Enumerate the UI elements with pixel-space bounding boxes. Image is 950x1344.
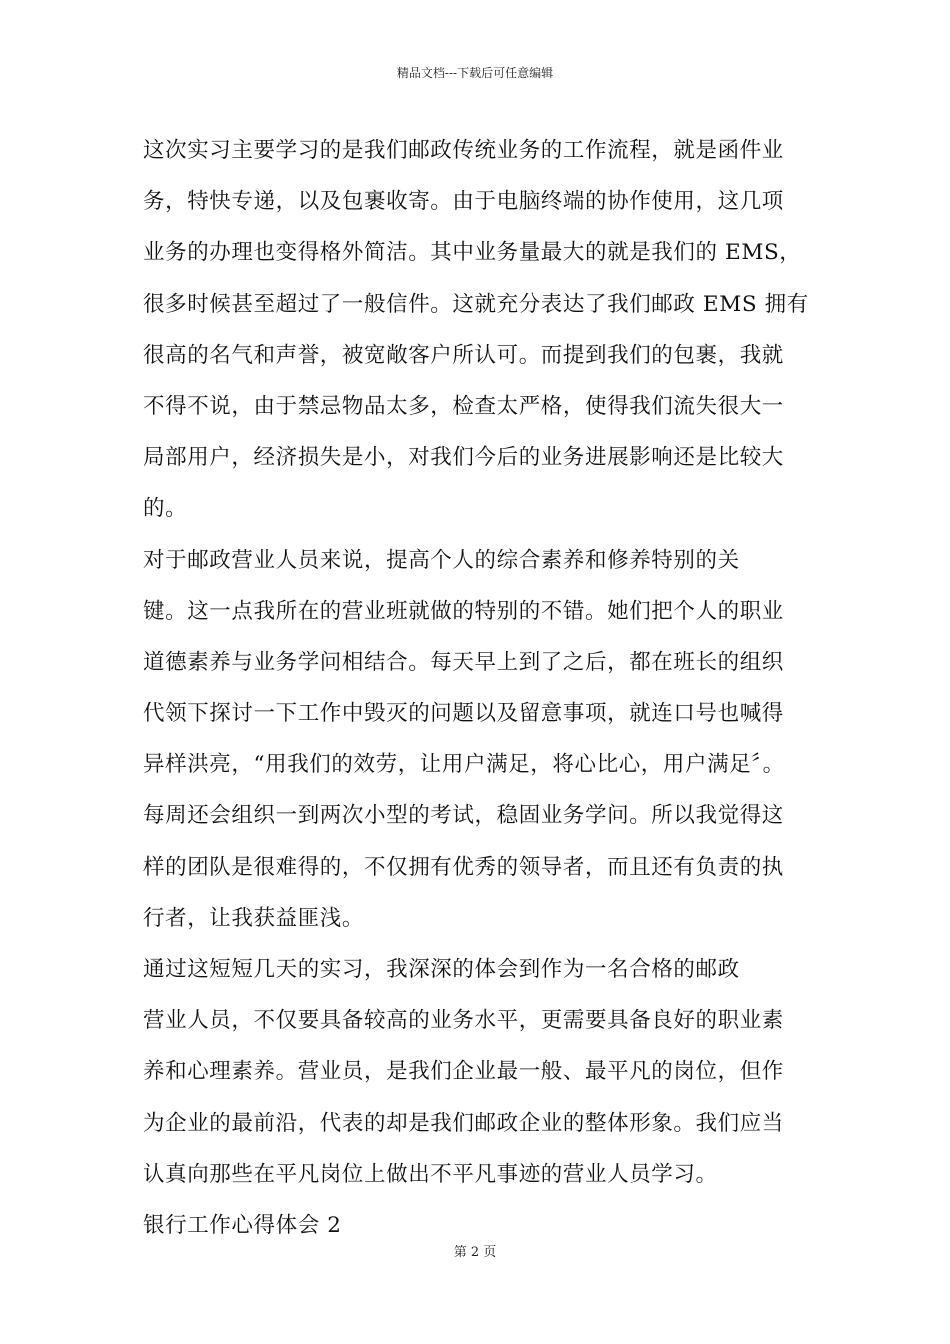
section-title: 银行工作心得体会 2: [143, 1212, 342, 1238]
text-line: 异样洪亮，“用我们的效劳，让用户满足，将心比心，用户满足〞。: [143, 752, 785, 778]
page-number: 第 2 页: [453, 1245, 497, 1260]
text-line: 很高的名气和声誉，被宽敞客户所认可。而提到我们的包裹，我就: [143, 342, 784, 368]
text-line: 局部用户，经济损失是小，对我们今后的业务进展影响还是比较大: [143, 445, 784, 471]
text-line: 通过这短短几天的实习，我深深的体会到作为一名合格的邮政: [143, 957, 740, 982]
text-line: 不得不说，由于禁忌物品太多，检查太严格，使得我们流失很大一: [143, 393, 784, 419]
text-line: 这次实习主要学习的是我们邮政传统业务的工作流程，就是函件业: [143, 138, 784, 163]
text-line: 每周还会组织一到两次小型的考试，稳固业务学问。所以我觉得这: [143, 803, 784, 829]
text-line: 对于邮政营业人员来说，提高个人的综合素养和修养特别的关: [143, 547, 740, 573]
text-line: 务，特快专递，以及包裹收寄。由于电脑终端的协作使用，这几项: [143, 189, 784, 215]
text-line: 营业人员，不仅要具备较高的业务水平，更需要具备良好的职业素: [143, 1008, 784, 1034]
text-line: 的。: [143, 496, 188, 522]
paragraph-1: [143, 125, 815, 535]
text-line: 道德素养与业务学问相结合。每天早上到了之后，都在班长的组织: [143, 649, 784, 675]
document-body: [143, 125, 815, 1251]
text-line: 很多时候甚至超过了一般信件。这就充分表达了我们邮政 EMS 拥有: [143, 291, 809, 317]
text-line: 样的团队是很难得的，不仅拥有优秀的领导者，而且还有负责的执: [143, 854, 784, 880]
paragraph-2: [143, 535, 815, 945]
text-line: 键。这一点我所在的营业班就做的特别的不错。她们把个人的职业: [143, 598, 784, 624]
text-line: 代领下探讨一下工作中毁灭的问题以及留意事项，就连口号也喊得: [143, 701, 784, 727]
text-line: 认真向那些在平凡岗位上做出不平凡事迹的营业人员学习。: [143, 1161, 718, 1187]
text-line: 为企业的最前沿，代表的却是我们邮政企业的整体形象。我们应当: [143, 1110, 784, 1136]
page-header: 精品文档---下载后可任意编辑: [396, 66, 554, 80]
text-line: 养和心理素养。营业员，是我们企业最一般、最平凡的岗位，但作: [143, 1059, 784, 1085]
paragraph-3: [143, 944, 815, 1200]
text-line: 业务的办理也变得格外简洁。其中业务量最大的就是我们的 EMS，: [143, 240, 802, 266]
text-line: 行者，让我获益匪浅。: [143, 905, 365, 931]
